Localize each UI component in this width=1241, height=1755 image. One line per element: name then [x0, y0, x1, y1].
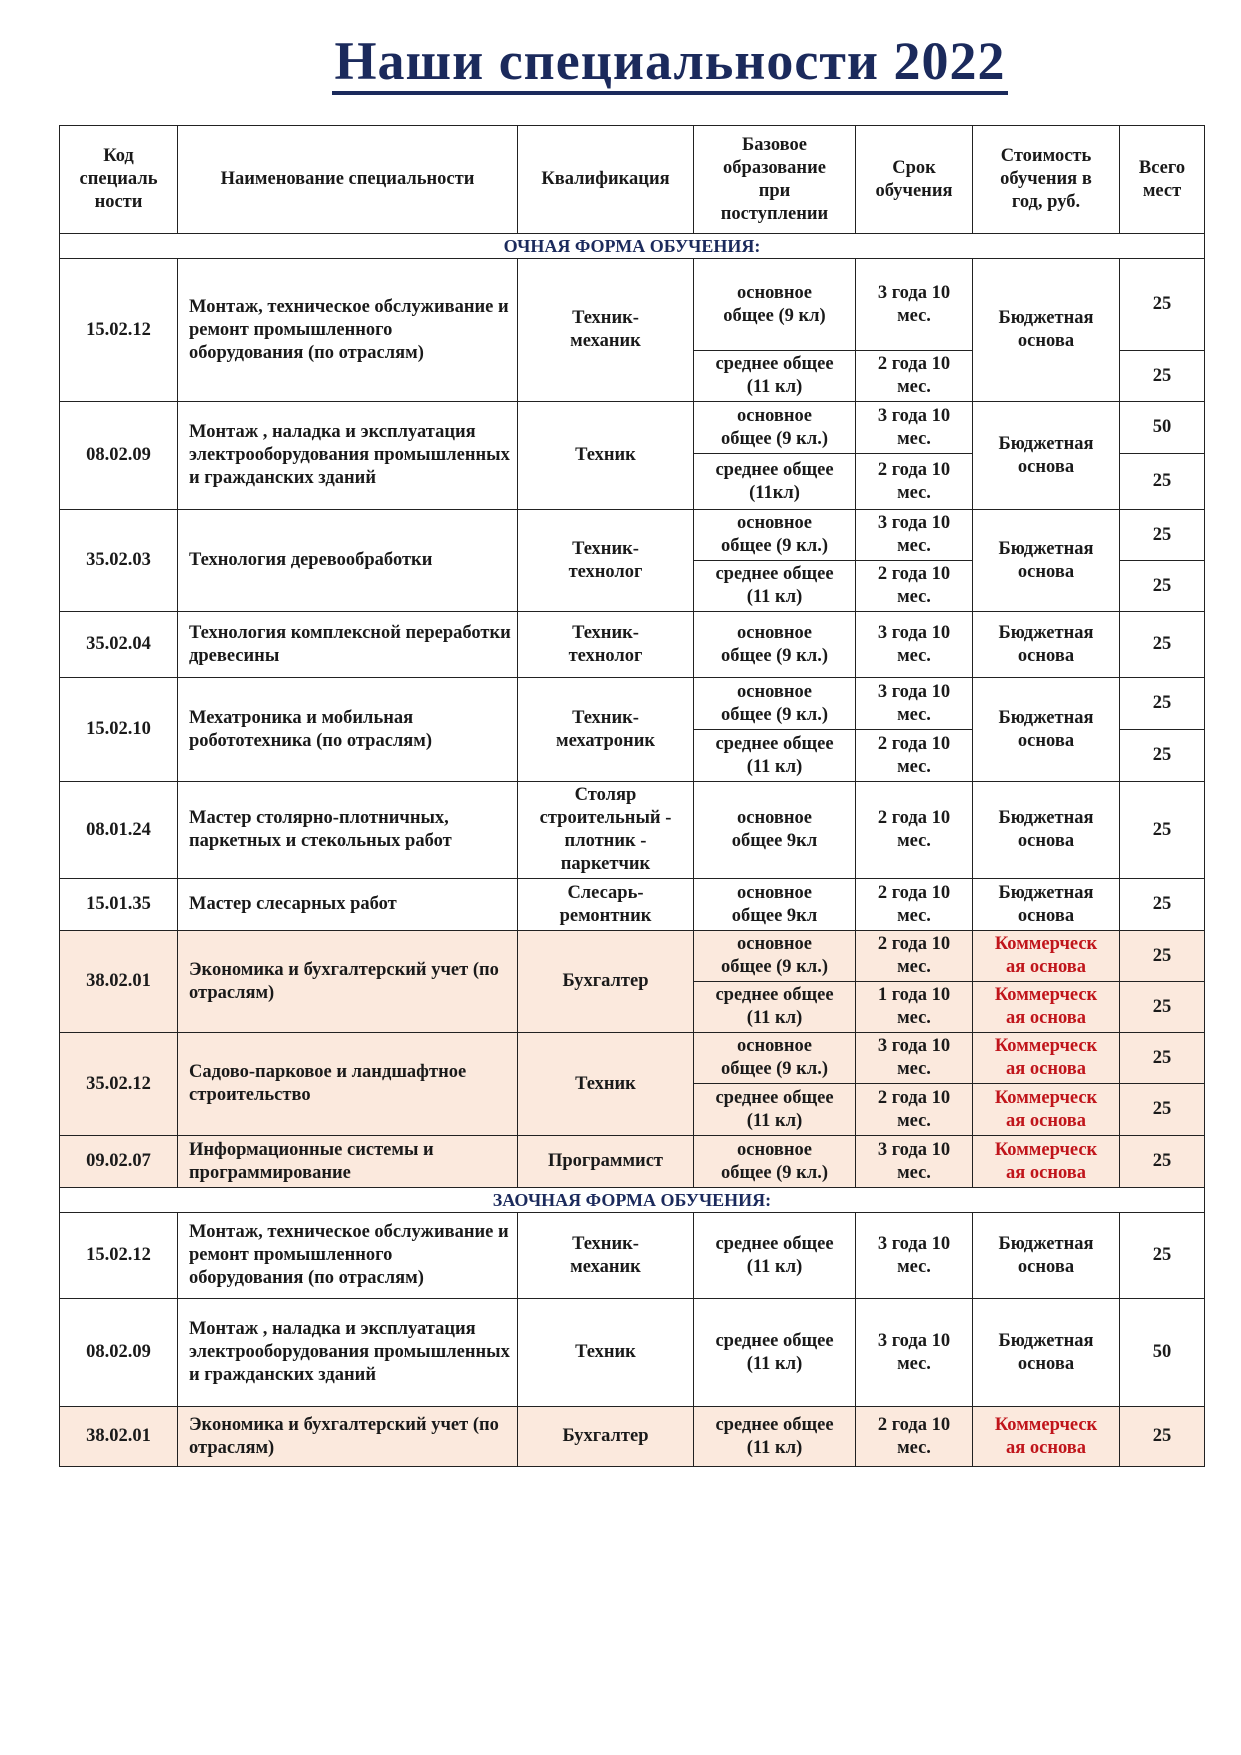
seats: 25: [1120, 510, 1205, 561]
specialty-name: Монтаж, техническое обслуживание и ремонт промышленного оборудования (по отраслям): [178, 259, 518, 402]
duration: 3 года 10 мес.: [856, 1033, 973, 1084]
duration: 2 года 10 мес.: [856, 730, 973, 782]
duration: 1 года 10 мес.: [856, 982, 973, 1033]
section-correspondence: [60, 1188, 1205, 1213]
qualification: Слесарь- ремонтник: [518, 879, 694, 931]
specialty-name: Монтаж , наладка и эксплуатация электрооборудования промышленных и гражданских зданий: [178, 1299, 518, 1407]
cost: Бюджетная основа: [973, 782, 1120, 879]
specialty-name: Информационные системы и программирование: [178, 1136, 518, 1188]
duration: 3 года 10 мес.: [856, 402, 973, 454]
specialty-name: Монтаж , наладка и эксплуатация электрооборудования промышленных и гражданских зданий: [178, 402, 518, 510]
specialty-name: Монтаж, техническое обслуживание и ремонт промышленного оборудования (по отраслям): [178, 1213, 518, 1299]
header-code: Код специаль ности: [60, 126, 178, 234]
header-cost: Стоимость обучения в год, руб.: [973, 126, 1120, 234]
header-name: Наименование специальности: [178, 126, 518, 234]
table-row: [60, 510, 1205, 561]
seats: 25: [1120, 782, 1205, 879]
header-row: [60, 126, 1205, 234]
seats: 25: [1120, 612, 1205, 678]
specialty-name: Мастер слесарных работ: [178, 879, 518, 931]
qualification: Бухгалтер: [518, 1407, 694, 1467]
cost: Бюджетная основа: [973, 510, 1120, 612]
seats: 25: [1120, 1136, 1205, 1188]
seats: 25: [1120, 561, 1205, 612]
specialty-code: 09.02.07: [60, 1136, 178, 1188]
specialty-code: 15.02.12: [60, 259, 178, 402]
base-education: основное общее (9 кл.): [694, 612, 856, 678]
duration: 3 года 10 мес.: [856, 1299, 973, 1407]
seats: 25: [1120, 1213, 1205, 1299]
specialty-name: Технология комплексной переработки древесины: [178, 612, 518, 678]
cost: Бюджетная основа: [973, 402, 1120, 510]
table-body: [60, 234, 1205, 1467]
cost: Коммерческ ая основа: [973, 1084, 1120, 1136]
base-education: среднее общее (11 кл): [694, 982, 856, 1033]
seats: 25: [1120, 351, 1205, 402]
base-education: основное общее 9кл: [694, 879, 856, 931]
duration: 2 года 10 мес.: [856, 1084, 973, 1136]
specialty-code: 15.02.10: [60, 678, 178, 782]
specialty-name: Мехатроника и мобильная робототехника (по отраслям): [178, 678, 518, 782]
base-education: основное общее (9 кл): [694, 259, 856, 351]
duration: 2 года 10 мес.: [856, 561, 973, 612]
base-education: основное общее (9 кл.): [694, 510, 856, 561]
duration: 3 года 10 мес.: [856, 612, 973, 678]
seats: 50: [1120, 1299, 1205, 1407]
seats: 25: [1120, 931, 1205, 982]
base-education: основное общее (9 кл.): [694, 678, 856, 730]
header-qualification: Квалификация: [518, 126, 694, 234]
specialties-table: [59, 125, 1205, 1467]
base-education: среднее общее (11 кл): [694, 1299, 856, 1407]
cost: Коммерческ ая основа: [973, 982, 1120, 1033]
base-education: среднее общее (11 кл): [694, 1407, 856, 1467]
table-row: [60, 612, 1205, 678]
qualification: Техник- мехатроник: [518, 678, 694, 782]
duration: 3 года 10 мес.: [856, 1136, 973, 1188]
seats: 25: [1120, 454, 1205, 510]
base-education: среднее общее (11кл): [694, 454, 856, 510]
duration: 3 года 10 мес.: [856, 259, 973, 351]
table-row: [60, 1299, 1205, 1407]
cost: Коммерческ ая основа: [973, 1136, 1120, 1188]
duration: 3 года 10 мес.: [856, 678, 973, 730]
cost: Коммерческ ая основа: [973, 1033, 1120, 1084]
cost: Коммерческ ая основа: [973, 1407, 1120, 1467]
seats: 25: [1120, 1084, 1205, 1136]
specialty-code: 15.02.12: [60, 1213, 178, 1299]
qualification: Техник- технолог: [518, 612, 694, 678]
header-duration: Срок обучения: [856, 126, 973, 234]
base-education: среднее общее (11 кл): [694, 1084, 856, 1136]
specialty-code: 35.02.03: [60, 510, 178, 612]
specialty-code: 08.02.09: [60, 1299, 178, 1407]
cost: Бюджетная основа: [973, 1213, 1120, 1299]
seats: 50: [1120, 402, 1205, 454]
page-title: [0, 30, 1241, 92]
specialty-code: 35.02.04: [60, 612, 178, 678]
section-fulltime-label: ОЧНАЯ ФОРМА ОБУЧЕНИЯ:: [60, 234, 1205, 259]
table-row: [60, 402, 1205, 454]
qualification: Техник: [518, 402, 694, 510]
specialty-code: 15.01.35: [60, 879, 178, 931]
header-base-education: Базовое образование при поступлении: [694, 126, 856, 234]
header-seats: Всего мест: [1120, 126, 1205, 234]
specialty-name: Мастер столярно-плотничных, паркетных и стекольных работ: [178, 782, 518, 879]
cost: Бюджетная основа: [973, 879, 1120, 931]
duration: 2 года 10 мес.: [856, 782, 973, 879]
seats: 25: [1120, 1407, 1205, 1467]
specialty-code: 38.02.01: [60, 1407, 178, 1467]
specialty-code: 38.02.01: [60, 931, 178, 1033]
section-fulltime: [60, 234, 1205, 259]
qualification: Столяр строительный - плотник - паркетчик: [518, 782, 694, 879]
qualification: Бухгалтер: [518, 931, 694, 1033]
table-row: [60, 931, 1205, 982]
qualification: Программист: [518, 1136, 694, 1188]
duration: 2 года 10 мес.: [856, 351, 973, 402]
base-education: основное общее (9 кл.): [694, 1136, 856, 1188]
qualification: Техник- механик: [518, 1213, 694, 1299]
cost: Бюджетная основа: [973, 1299, 1120, 1407]
base-education: среднее общее (11 кл): [694, 351, 856, 402]
duration: 2 года 10 мес.: [856, 879, 973, 931]
qualification: Техник: [518, 1299, 694, 1407]
page-title-text: Наши специальности 2022: [332, 31, 1007, 95]
qualification: Техник- механик: [518, 259, 694, 402]
cost: Бюджетная основа: [973, 678, 1120, 782]
seats: 25: [1120, 1033, 1205, 1084]
seats: 25: [1120, 259, 1205, 351]
specialty-name: Экономика и бухгалтерский учет (по отраслям): [178, 1407, 518, 1467]
seats: 25: [1120, 678, 1205, 730]
specialty-name: Технология деревообработки: [178, 510, 518, 612]
seats: 25: [1120, 982, 1205, 1033]
section-correspondence-label: ЗАОЧНАЯ ФОРМА ОБУЧЕНИЯ:: [60, 1188, 1205, 1213]
table-row: [60, 259, 1205, 351]
cost: Коммерческ ая основа: [973, 931, 1120, 982]
specialty-code: 35.02.12: [60, 1033, 178, 1136]
base-education: среднее общее (11 кл): [694, 730, 856, 782]
duration: 2 года 10 мес.: [856, 931, 973, 982]
specialty-code: 08.02.09: [60, 402, 178, 510]
base-education: среднее общее (11 кл): [694, 561, 856, 612]
cost: Бюджетная основа: [973, 259, 1120, 402]
specialty-name: Экономика и бухгалтерский учет (по отраслям): [178, 931, 518, 1033]
base-education: основное общее (9 кл.): [694, 1033, 856, 1084]
base-education: основное общее (9 кл.): [694, 931, 856, 982]
duration: 2 года 10 мес.: [856, 1407, 973, 1467]
base-education: основное общее (9 кл.): [694, 402, 856, 454]
cost: Бюджетная основа: [973, 612, 1120, 678]
base-education: основное общее 9кл: [694, 782, 856, 879]
table-row: [60, 879, 1205, 931]
base-education: среднее общее (11 кл): [694, 1213, 856, 1299]
table-row: [60, 1407, 1205, 1467]
qualification: Техник- технолог: [518, 510, 694, 612]
table-row: [60, 1033, 1205, 1084]
seats: 25: [1120, 730, 1205, 782]
table-row: [60, 678, 1205, 730]
specialty-name: Садово-парковое и ландшафтное строительство: [178, 1033, 518, 1136]
qualification: Техник: [518, 1033, 694, 1136]
specialty-code: 08.01.24: [60, 782, 178, 879]
table-row: [60, 1136, 1205, 1188]
seats: 25: [1120, 879, 1205, 931]
duration: 3 года 10 мес.: [856, 1213, 973, 1299]
duration: 2 года 10 мес.: [856, 454, 973, 510]
table-row: [60, 782, 1205, 879]
duration: 3 года 10 мес.: [856, 510, 973, 561]
table-row: [60, 1213, 1205, 1299]
